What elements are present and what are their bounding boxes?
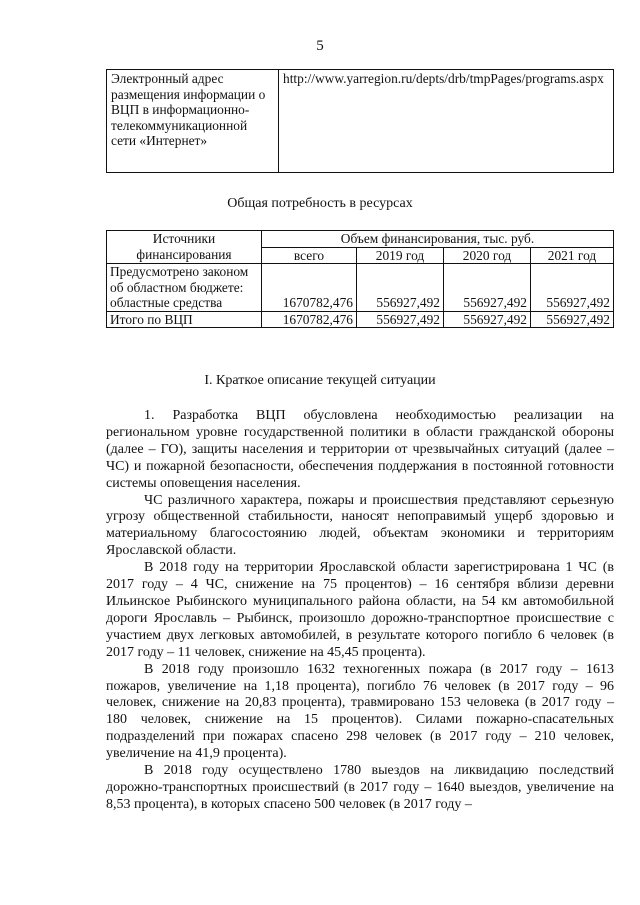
- header-source: Источники финансирования: [107, 231, 262, 264]
- section-title: I. Краткое описание текущей ситуации: [204, 373, 436, 388]
- resources-table: [106, 230, 614, 328]
- col-year: 2020 год: [444, 247, 531, 264]
- row-source: Предусмотрено законом об областном бюджете: областные средства: [107, 264, 262, 312]
- row-2020: 556927,492: [444, 264, 531, 312]
- section-body: [106, 408, 614, 814]
- page-number: 5: [316, 38, 324, 54]
- row-2019: 556927,492: [357, 264, 444, 312]
- info-table: [106, 69, 614, 173]
- row-total: 1670782,476: [262, 264, 357, 312]
- row-2019: 556927,492: [357, 311, 444, 328]
- row-2020: 556927,492: [444, 311, 531, 328]
- table-row: [107, 264, 614, 312]
- row-2021: 556927,492: [531, 311, 614, 328]
- header-volume: Объем финансирования, тыс. руб.: [262, 231, 614, 248]
- resources-title: Общая потребность в ресурсах: [227, 196, 413, 211]
- row-total: 1670782,476: [262, 311, 357, 328]
- col-year: 2019 год: [357, 247, 444, 264]
- col-total: всего: [262, 247, 357, 264]
- row-2021: 556927,492: [531, 264, 614, 312]
- paragraph: В 2018 году на территории Ярославской области зарегистрирована 1 ЧС (в 2017 году – 4 ЧС, снижение на 75 процентов) – 16 сентября вблизи деревни Ильинское Рыбинского муниципального района области, на 54 км автомобильной дороги Ярославль – Рыбинск, произошло дорожно-транспортное происшествие с участием двух легковых автомобилей, в результате которого погибло 6 человек (в 2017 году – 11 человек, снижение на 45,45 процента).: [106, 560, 614, 660]
- table-header-row: [107, 231, 614, 248]
- paragraph: В 2018 году произошло 1632 техногенных пожара (в 2017 году – 1613 пожаров, увеличение на 1,18 процента), погибло 76 человек (в 2017 году – 96 человек, снижение на 20,83 процента), травмировано 153 человека (в 2017 году – 180 человек, снижение на 15 процентов). Силами пожарно-спасательных подразделений при пожарах спасено 298 человек (в 2017 году – 210 человек, увеличение на 41,9 процента).: [106, 661, 614, 762]
- paragraph: В 2018 году осуществлено 1780 выездов на ликвидацию последствий дорожно-транспортных происшествий (в 2017 году – 1640 выездов, увеличение на 8,53 процента), в которых спасено 500 человек (в 2017 году –: [106, 763, 614, 812]
- col-year: 2021 год: [531, 247, 614, 264]
- row-source: Итого по ВЦП: [107, 311, 262, 328]
- info-label: Электронный адрес размещения информации о ВЦП в информационно-телекоммуникационной сети «Интернет»: [107, 70, 279, 173]
- paragraph: 1. Разработка ВЦП обусловлена необходимостью реализации на региональном уровне государственной политики в области гражданской обороны (далее – ГО), защиты населения и территории от чрезвычайных ситуаций (далее – ЧС) и пожарной безопасности, обеспечения поддержания в постоянной готовности системы оповещения населения.: [106, 408, 614, 491]
- paragraph: ЧС различного характера, пожары и происшествия представляют серьезную угрозу общественной стабильности, наносят непоправимый ущерб здоровью и материальному благосостоянию людей, объектам экономики и территориям Ярославской области.: [106, 492, 614, 559]
- table-row: [107, 311, 614, 328]
- info-url: http://www.yarregion.ru/depts/drb/tmpPages/programs.aspx: [279, 70, 614, 173]
- table-row: [107, 70, 614, 173]
